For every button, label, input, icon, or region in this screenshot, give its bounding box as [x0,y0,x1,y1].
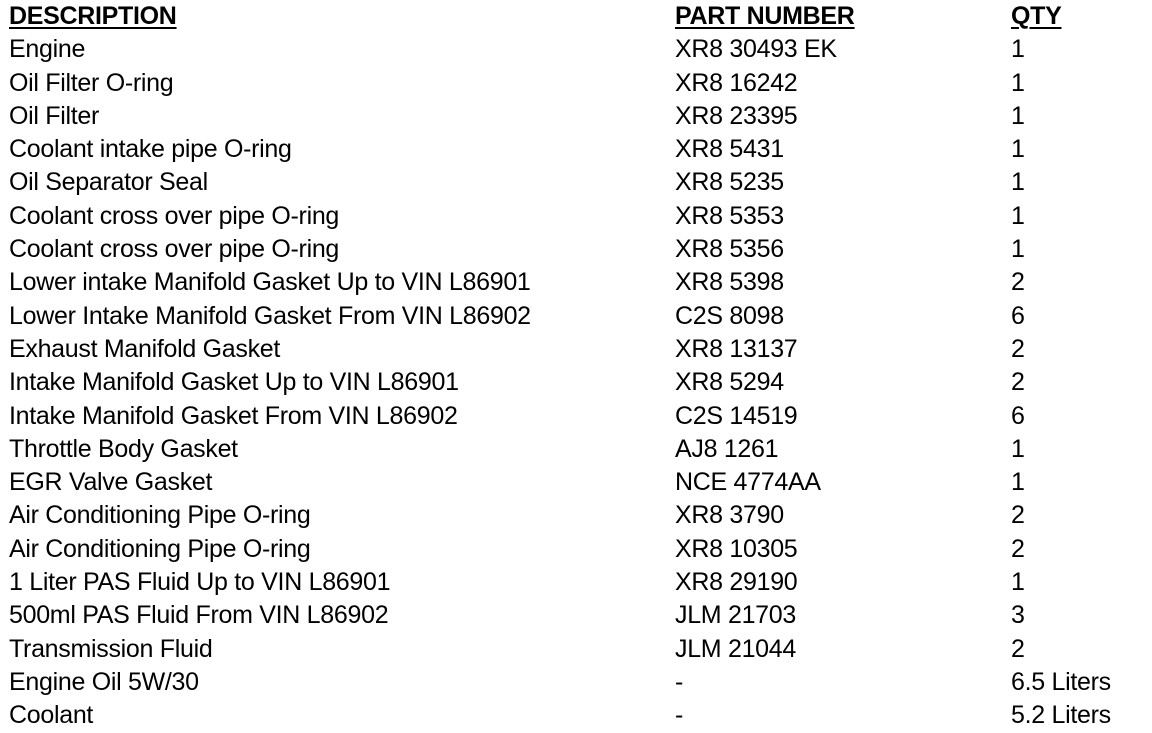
cell-description: Coolant cross over pipe O-ring [9,201,340,230]
cell-qty: 1 [1011,135,1025,164]
cell-part-number: AJ8 1261 [675,434,779,463]
cell-part-number: XR8 13137 [675,334,798,363]
table-row [9,67,1149,100]
table-row [9,666,1149,699]
table-row [9,400,1149,433]
cell-part-number: JLM 21044 [675,634,796,663]
cell-description: Intake Manifold Gasket Up to VIN L86901 [9,368,459,397]
parts-list-table [9,0,1149,733]
cell-description: Transmission Fluid [9,634,213,663]
table-row [9,33,1149,66]
cell-qty: 1 [1011,168,1025,197]
table-row [9,366,1149,399]
table-row [9,233,1149,266]
cell-part-number: NCE 4774AA [675,468,821,497]
cell-description: Engine [9,35,86,64]
cell-part-number: XR8 5398 [675,268,784,297]
cell-qty: 6 [1011,301,1025,330]
cell-description: Lower Intake Manifold Gasket From VIN L86902 [9,301,531,330]
cell-description: Exhaust Manifold Gasket [9,334,281,363]
cell-part-number: JLM 21703 [675,601,796,630]
cell-description: Air Conditioning Pipe O-ring [9,501,311,530]
cell-description: Engine Oil 5W/30 [9,667,199,696]
cell-description: EGR Valve Gasket [9,468,213,497]
table-row [9,533,1149,566]
cell-part-number: - [675,667,684,696]
cell-qty: 1 [1011,101,1025,130]
cell-part-number: XR8 16242 [675,68,798,97]
cell-qty: 5.2 Liters [1011,701,1111,730]
cell-description: Coolant [9,701,94,730]
cell-part-number: XR8 5294 [675,368,784,397]
cell-part-number: XR8 5431 [675,135,784,164]
cell-qty: 1 [1011,201,1025,230]
header-qty: QTY [1011,2,1062,30]
table-row [9,433,1149,466]
table-row [9,633,1149,666]
header-description: DESCRIPTION [9,2,177,30]
cell-description: Oil Separator Seal [9,168,208,197]
cell-qty: 1 [1011,235,1025,264]
table-row [9,566,1149,599]
cell-part-number: XR8 3790 [675,501,784,530]
cell-description: Coolant cross over pipe O-ring [9,235,340,264]
table-row [9,599,1149,632]
cell-part-number: C2S 14519 [675,401,798,430]
table-row [9,100,1149,133]
table-row [9,200,1149,233]
cell-description: 500ml PAS Fluid From VIN L86902 [9,601,389,630]
table-row [9,699,1149,732]
header-row [9,0,1149,33]
cell-description: 1 Liter PAS Fluid Up to VIN L86901 [9,568,391,597]
cell-part-number: XR8 5235 [675,168,784,197]
cell-part-number: C2S 8098 [675,301,784,330]
cell-part-number: XR8 30493 EK [675,35,837,64]
cell-qty: 2 [1011,368,1025,397]
table-body [9,33,1149,732]
cell-qty: 2 [1011,634,1025,663]
table-row [9,499,1149,532]
cell-part-number: XR8 29190 [675,568,798,597]
cell-description: Oil Filter [9,101,100,130]
cell-part-number: - [675,701,684,730]
cell-qty: 3 [1011,601,1025,630]
cell-description: Oil Filter O-ring [9,68,174,97]
table-row [9,266,1149,299]
cell-qty: 6 [1011,401,1025,430]
cell-description: Lower intake Manifold Gasket Up to VIN L86901 [9,268,531,297]
cell-qty: 1 [1011,468,1025,497]
table-row [9,300,1149,333]
cell-qty: 2 [1011,334,1025,363]
cell-part-number: XR8 23395 [675,101,798,130]
cell-qty: 2 [1011,268,1025,297]
cell-qty: 1 [1011,68,1025,97]
header-part-number: PART NUMBER [675,2,855,30]
table-row [9,466,1149,499]
cell-qty: 1 [1011,35,1025,64]
table-header [9,0,1149,33]
cell-description: Air Conditioning Pipe O-ring [9,534,311,563]
cell-qty: 1 [1011,568,1025,597]
table-row [9,166,1149,199]
cell-part-number: XR8 10305 [675,534,798,563]
cell-part-number: XR8 5353 [675,201,784,230]
cell-description: Coolant intake pipe O-ring [9,135,292,164]
table-row [9,133,1149,166]
cell-description: Intake Manifold Gasket From VIN L86902 [9,401,458,430]
table-row [9,333,1149,366]
cell-qty: 6.5 Liters [1011,667,1111,696]
cell-qty: 2 [1011,501,1025,530]
cell-qty: 1 [1011,434,1025,463]
cell-qty: 2 [1011,534,1025,563]
cell-description: Throttle Body Gasket [9,434,238,463]
cell-part-number: XR8 5356 [675,235,784,264]
